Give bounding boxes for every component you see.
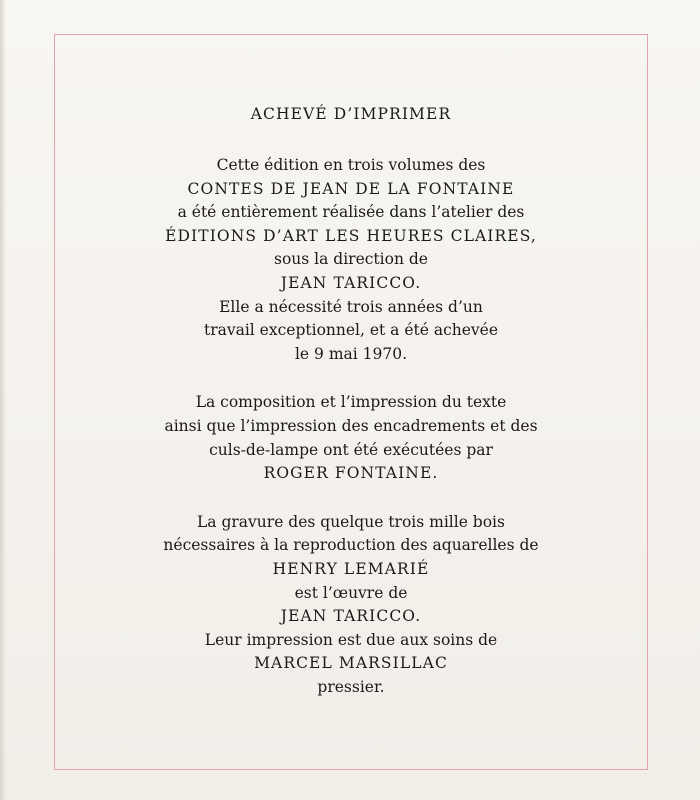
text-line: sous la direction de (274, 250, 428, 269)
paragraph-engraving (54, 511, 648, 700)
text-line: nécessaires à la reproduction des aquarelles de (163, 536, 539, 555)
engraver-name: JEAN TARICCO. (280, 607, 422, 626)
text-line: culs-de-lampe ont été exécutées par (209, 440, 493, 459)
illustrator-name: HENRY LEMARIÉ (272, 559, 430, 578)
text-line: La composition et l’impression du texte (195, 393, 507, 412)
text-line: La gravure des quelque trois mille bois (197, 512, 505, 531)
paragraph-edition (54, 154, 648, 366)
colophon-text (54, 34, 648, 699)
printer-name: ROGER FONTAINE. (263, 464, 439, 483)
text-line: pressier. (317, 677, 385, 696)
text-line: travail exceptionnel, et a été achevée (203, 321, 499, 340)
paragraph-printing (54, 391, 648, 485)
completion-date: le 9 mai 1970. (294, 344, 408, 363)
text-line: Elle a nécessité trois années d’un (219, 297, 483, 316)
director-name: JEAN TARICCO. (280, 273, 422, 292)
publisher-name: ÉDITIONS D’ART LES HEURES CLAIRES, (165, 226, 537, 245)
work-title: CONTES DE JEAN DE LA FONTAINE (187, 179, 515, 198)
text-line: Cette édition en trois volumes des (216, 156, 486, 174)
text-line: a été entièrement réalisée dans l’atelier des (177, 203, 525, 222)
text-line: ainsi que l’impression des encadrements et des (164, 416, 538, 435)
pressman-name: MARCEL MARSILLAC (254, 654, 448, 673)
text-line: Leur impression est due aux soins de (204, 630, 498, 649)
colophon-title: ACHEVÉ D’IMPRIMER (250, 105, 452, 123)
text-line: est l’œuvre de (294, 583, 408, 602)
